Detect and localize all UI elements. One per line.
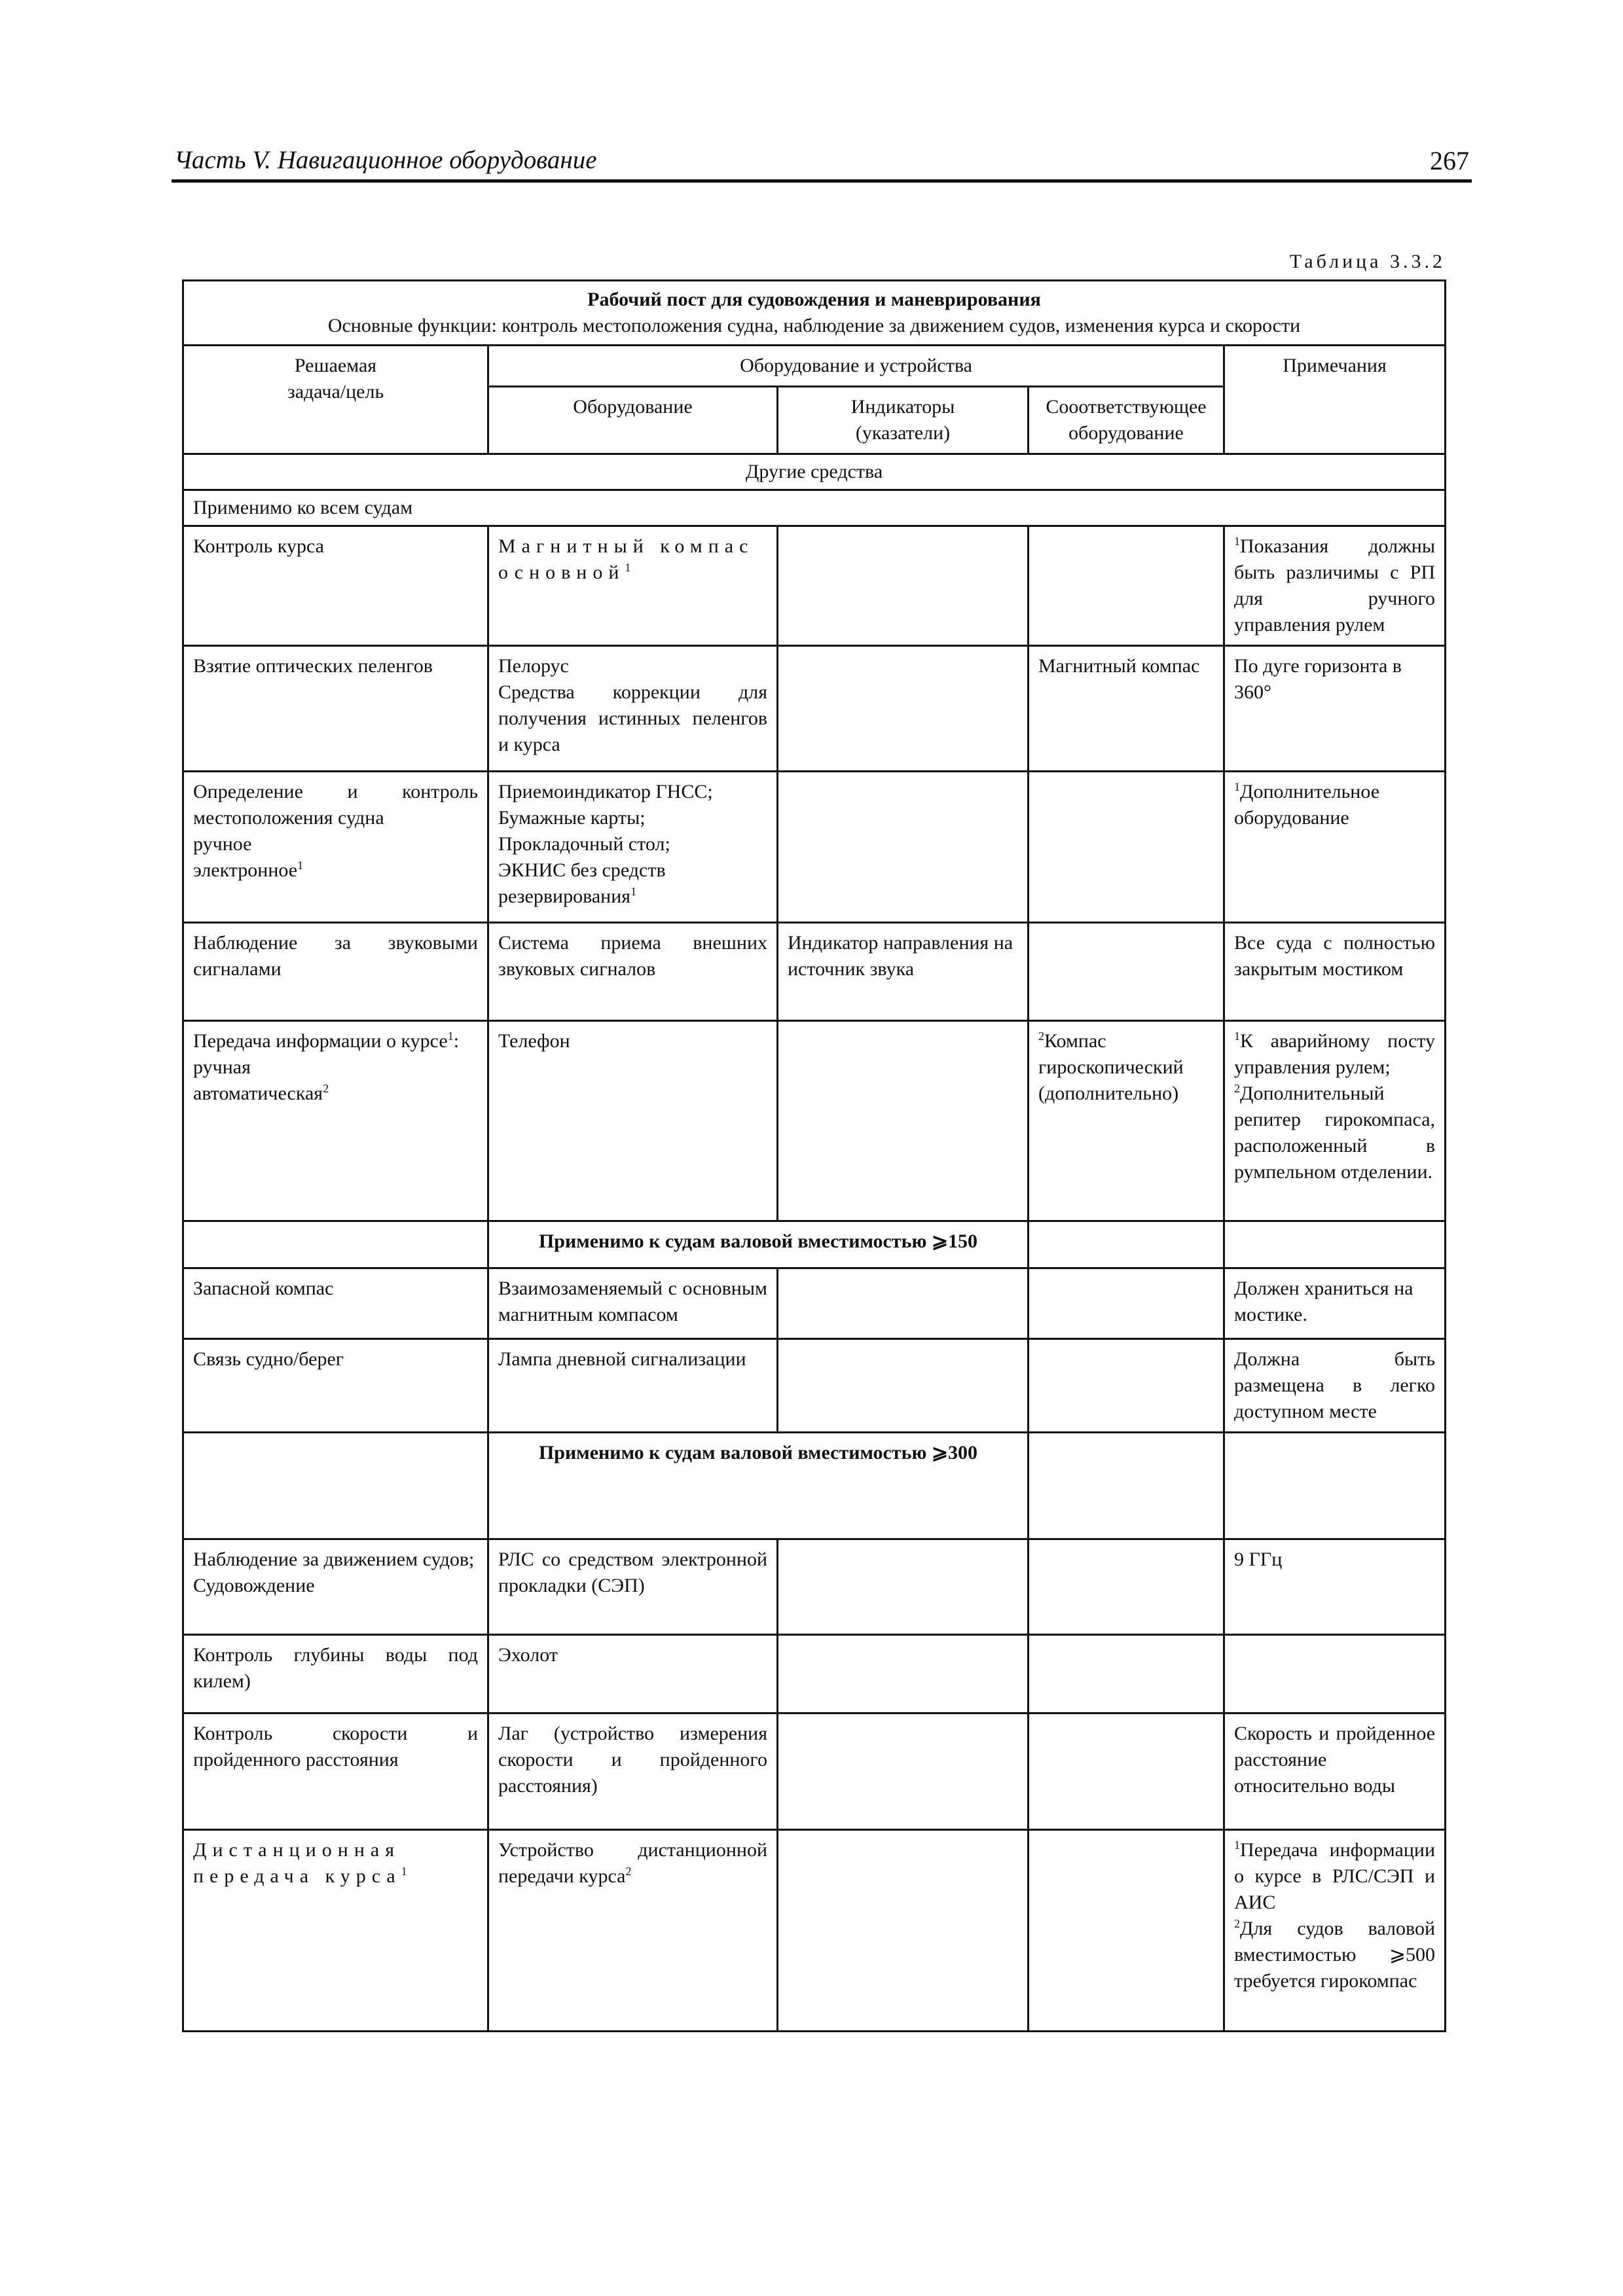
related-cell: $^2$Компас гироскопический (дополнительно): [1029, 1021, 1224, 1221]
table-row: [183, 646, 1446, 772]
table-row: [183, 1635, 1446, 1713]
task-cell: Контроль курса: [183, 526, 488, 646]
column-header-indicators: Индикаторы (указатели): [778, 387, 1029, 454]
task-cell: Наблюдение за движением судов; Судовождение: [183, 1539, 488, 1635]
equipment-cell: Магнитный компас основной$^1$: [488, 526, 778, 646]
task-cell: Наблюдение за звуковыми сигналами: [183, 923, 488, 1021]
table-row: [183, 1268, 1446, 1339]
related-cell: [1029, 1339, 1224, 1433]
table-title-row: [183, 281, 1446, 346]
column-header-row: [183, 346, 1446, 387]
section-150: Применимо к судам валовой вместимостью ⩾150: [488, 1221, 1029, 1268]
notes-cell: $^1$Показания должны быть различимы с РП для ручного управления рулем: [1224, 526, 1446, 646]
notes-cell: [1224, 1635, 1446, 1713]
notes-cell: $^1$К аварийному посту управления рулем; $^2$Дополнительный репитер гирокомпаса, расположенный в румпельном отделении.: [1224, 1021, 1446, 1221]
equipment-cell: Устройство дистанционной передачи курса$^2$: [488, 1830, 778, 2032]
task-cell: Передача информации о курсе$^1$: ручная автоматическая$^2$: [183, 1021, 488, 1221]
column-header-notes: Примечания: [1224, 346, 1446, 454]
notes-cell: По дуге горизонта в 360°: [1224, 646, 1446, 772]
indicators-cell: [778, 1268, 1029, 1339]
notes-cell: Должен храниться на мостике.: [1224, 1268, 1446, 1339]
indicators-cell: [778, 1539, 1029, 1635]
indicators-cell: [778, 1021, 1029, 1221]
task-cell: Определение и контроль местоположения судна ручное электронное$^1$: [183, 772, 488, 923]
equipment-cell: Приемоиндикатор ГНСС; Бумажные карты; Прокладочный стол; ЭКНИС без средств резервирования$^1$: [488, 772, 778, 923]
page-number: 267: [1430, 146, 1469, 175]
task-cell: Взятие оптических пеленгов: [183, 646, 488, 772]
notes-cell: 9 ГГц: [1224, 1539, 1446, 1635]
section-300: Применимо к судам валовой вместимостью ⩾300: [488, 1433, 1029, 1539]
table-row: [183, 1021, 1446, 1221]
section-other: Другие средства: [183, 454, 1446, 490]
section-row-300: [183, 1433, 1446, 1539]
table-subtitle: Основные функции: контроль местоположения судна, наблюдение за движением судов, изменения курса и скорости: [327, 315, 1301, 336]
notes-cell: Должна быть размещена в легко доступном месте: [1224, 1339, 1446, 1433]
equipment-cell: Пелорус Средства коррекции для получения истинных пеленгов и курса: [488, 646, 778, 772]
table-row: [183, 1830, 1446, 2032]
indicators-cell: [778, 1713, 1029, 1830]
equipment-cell: Телефон: [488, 1021, 778, 1221]
table-caption: Таблица 3.3.2: [1289, 251, 1446, 272]
equipment-cell: Эхолот: [488, 1635, 778, 1713]
related-cell: [1029, 1268, 1224, 1339]
indicators-cell: [778, 1339, 1029, 1433]
indicators-cell: Индикатор направления на источник звука: [778, 923, 1029, 1021]
related-cell: [1029, 1830, 1224, 2032]
column-header-related: Сооответствующее оборудование: [1029, 387, 1224, 454]
table-row: [183, 526, 1446, 646]
task-cell: Дистанционная передача курса$^1$: [183, 1830, 488, 2032]
equipment-cell: Лаг (устройство измерения скорости и пройденного расстояния): [488, 1713, 778, 1830]
related-cell: [1029, 1539, 1224, 1635]
indicators-cell: [778, 1635, 1029, 1713]
table-row: [183, 772, 1446, 923]
table-row: [183, 1339, 1446, 1433]
column-header-equipment: Оборудование: [488, 387, 778, 454]
related-cell: Магнитный компас: [1029, 646, 1224, 772]
notes-cell: $^1$Дополнительное оборудование: [1224, 772, 1446, 923]
section-row-other: [183, 454, 1446, 490]
running-title: Часть V. Навигационное оборудование: [174, 146, 597, 174]
notes-cell: $^1$Передача информации о курсе в РЛС/СЭП и АИС $^2$Для судов валовой вместимостью ⩾500 требуется гирокомпас: [1224, 1830, 1446, 2032]
task-cell: Контроль глубины воды под килем): [183, 1635, 488, 1713]
task-cell: Связь судно/берег: [183, 1339, 488, 1433]
notes-cell: Скорость и пройденное расстояние относительно воды: [1224, 1713, 1446, 1830]
equipment-cell: Система приема внешних звуковых сигналов: [488, 923, 778, 1021]
table-row: [183, 1713, 1446, 1830]
indicators-cell: [778, 772, 1029, 923]
indicators-cell: [778, 646, 1029, 772]
table-row: [183, 923, 1446, 1021]
related-cell: [1029, 772, 1224, 923]
equipment-cell: Взаимозаменяемый с основным магнитным компасом: [488, 1268, 778, 1339]
table-title: Рабочий пост для судовождения и маневрирования: [587, 289, 1041, 310]
notes-cell: Все суда с полностью закрытым мостиком: [1224, 923, 1446, 1021]
section-row-all: [183, 490, 1446, 526]
indicators-cell: [778, 1830, 1029, 2032]
related-cell: [1029, 526, 1224, 646]
section-row-150: [183, 1221, 1446, 1268]
column-header-task: Решаемая задача/цель: [183, 346, 488, 454]
section-all-ships: Применимо ко всем судам: [183, 490, 1446, 526]
indicators-cell: [778, 526, 1029, 646]
related-cell: [1029, 1713, 1224, 1830]
page-header: [172, 145, 1472, 183]
equipment-cell: Лампа дневной сигнализации: [488, 1339, 778, 1433]
related-cell: [1029, 923, 1224, 1021]
task-cell: Запасной компас: [183, 1268, 488, 1339]
column-header-equipment-group: Оборудование и устройства: [488, 346, 1224, 387]
equipment-table: [182, 279, 1446, 2032]
related-cell: [1029, 1635, 1224, 1713]
equipment-cell: РЛС со средством электронной прокладки (СЭП): [488, 1539, 778, 1635]
task-cell: Контроль скорости и пройденного расстояния: [183, 1713, 488, 1830]
table-row: [183, 1539, 1446, 1635]
